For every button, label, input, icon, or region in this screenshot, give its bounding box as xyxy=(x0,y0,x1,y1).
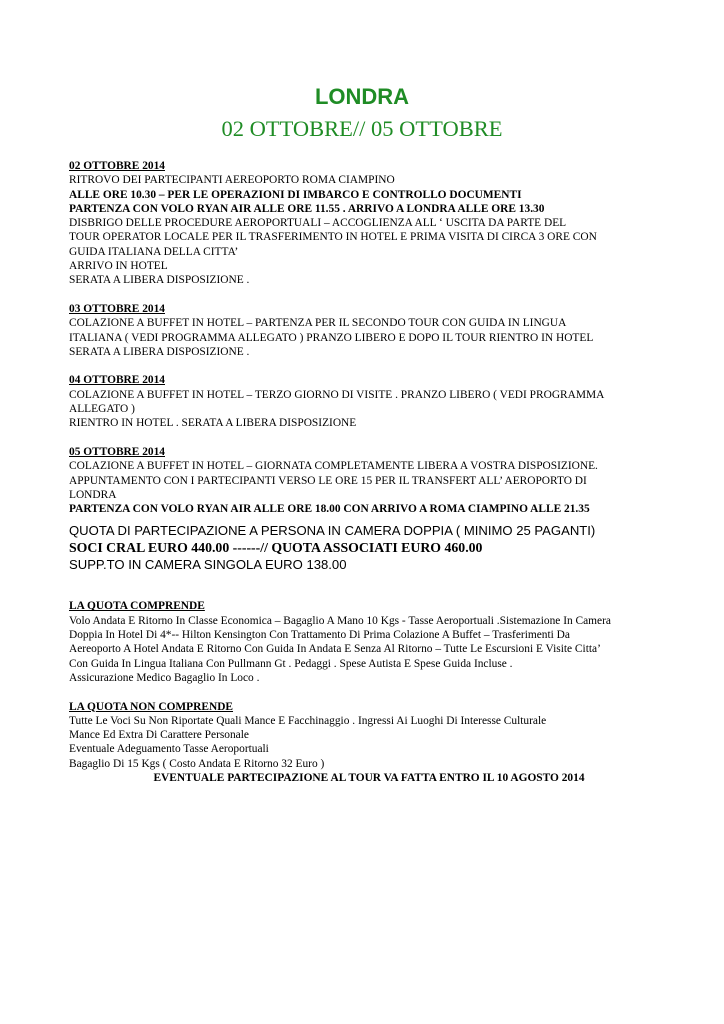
itinerary-line: SERATA A LIBERA DISPOSIZIONE . xyxy=(69,345,250,358)
price-section xyxy=(69,522,669,573)
page-title: LONDRA xyxy=(314,84,410,109)
itinerary-line: COLAZIONE A BUFFET IN HOTEL – GIORNATA COMPLETAMENTE LIBERA A VOSTRA DISPOSIZIONE. xyxy=(69,460,598,473)
itinerary-line: COLAZIONE A BUFFET IN HOTEL – TERZO GIORNO DI VISITE . PRANZO LIBERO ( VEDI PROGRAMMA xyxy=(69,388,605,401)
trip-dates: 02 OTTOBRE// 05 OTTOBRE xyxy=(221,116,503,141)
itinerary-line: LONDRA xyxy=(69,488,117,501)
booking-deadline: EVENTUALE PARTECIPAZIONE AL TOUR VA FATTA ENTRO IL 10 AGOSTO 2014 xyxy=(153,771,585,784)
not-included-line: Eventuale Adeguamento Tasse Aeroportuali xyxy=(69,743,269,756)
day-heading: 03 OTTOBRE 2014 xyxy=(69,302,165,315)
included-line: Volo Andata E Ritorno In Classe Economica – Bagaglio A Mano 10 Kgs - Tasse Aeroportuali .Sistemazione In Camera xyxy=(69,614,611,627)
day-heading: 02 OTTOBRE 2014 xyxy=(69,160,165,172)
itinerary-line: RITROVO DEI PARTECIPANTI AEREOPORTO ROMA CIAMPINO xyxy=(69,174,395,187)
day-heading: 04 OTTOBRE 2014 xyxy=(69,374,165,387)
included-line: Aereoporto A Hotel Andata E Ritorno Con Guida In Andata E Senza Al Ritorno – Tutte Le Escursioni E Visite Citta’ xyxy=(69,643,601,656)
included-line: Assicurazione Medico Bagaglio In Loco . xyxy=(69,671,260,684)
itinerary-line: GUIDA ITALIANA DELLA CITTA’ xyxy=(69,245,239,258)
price-description: QUOTA DI PARTECIPAZIONE A PERSONA IN CAMERA DOPPIA ( MINIMO 25 PAGANTI) xyxy=(69,523,596,539)
included-line: Doppia In Hotel Di 4*-- Hilton Kensington Con Trattamento Di Prima Colazione A Buffet – Trasferimenti Da xyxy=(69,629,570,642)
itinerary-line: APPUNTAMENTO CON I PARTECIPANTI VERSO LE ORE 15 PER IL TRANSFERT ALL’ AEROPORTO DI xyxy=(69,474,587,487)
itinerary-line: COLAZIONE A BUFFET IN HOTEL – PARTENZA PER IL SECONDO TOUR CON GUIDA IN LINGUA xyxy=(69,317,567,330)
itinerary-line: ALLE ORE 10.30 – PER LE OPERAZIONI DI IMBARCO E CONTROLLO DOCUMENTI xyxy=(69,188,522,201)
itinerary-line: ALLEGATO ) xyxy=(69,403,135,416)
not-included-heading: LA QUOTA NON COMPRENDE xyxy=(69,700,234,713)
day-heading: 05 OTTOBRE 2014 xyxy=(69,445,165,458)
price-single-supplement: SUPP.TO IN CAMERA SINGOLA EURO 138.00 xyxy=(69,557,347,573)
included-heading: LA QUOTA COMPRENDE xyxy=(69,600,205,613)
itinerary-line: PARTENZA CON VOLO RYAN AIR ALLE ORE 18.00 CON ARRIVO A ROMA CIAMPINO ALLE 21.35 xyxy=(69,503,590,516)
included-line: Con Guida In Lingua Italiana Con Pullmann Gt . Pedaggi . Spese Autista E Spese Guida Incluse . xyxy=(69,657,513,670)
itinerary-line: DISBRIGO DELLE PROCEDURE AEROPORTUALI – ACCOGLIENZA ALL ‘ USCITA DA PARTE DEL xyxy=(69,217,567,230)
itinerary-line: PARTENZA CON VOLO RYAN AIR ALLE ORE 11.55 . ARRIVO A LONDRA ALLE ORE 13.30 xyxy=(69,202,545,215)
not-included-line: Mance Ed Extra Di Carattere Personale xyxy=(69,729,249,742)
itinerary-line: ARRIVO IN HOTEL xyxy=(69,260,168,273)
not-included-line: Bagaglio Di 15 Kgs ( Costo Andata E Ritorno 32 Euro ) xyxy=(69,757,325,770)
itinerary-content xyxy=(69,159,669,785)
not-included-line: Tutte Le Voci Su Non Riportate Quali Mance E Facchinaggio . Ingressi Ai Luoghi Di Interesse Culturale xyxy=(69,714,547,727)
itinerary-line: RIENTRO IN HOTEL . SERATA A LIBERA DISPOSIZIONE xyxy=(69,417,357,430)
itinerary-line: ITALIANA ( VEDI PROGRAMMA ALLEGATO ) PRANZO LIBERO E DOPO IL TOUR RIENTRO IN HOTEL xyxy=(69,331,594,344)
itinerary-line: TOUR OPERATOR LOCALE PER IL TRASFERIMENTO IN HOTEL E PRIMA VISITA DI CIRCA 3 ORE CON xyxy=(69,231,597,244)
itinerary-line: SERATA A LIBERA DISPOSIZIONE . xyxy=(69,274,250,287)
price-members: SOCI CRAL EURO 440.00 ------// QUOTA ASSOCIATI EURO 460.00 xyxy=(69,540,483,556)
